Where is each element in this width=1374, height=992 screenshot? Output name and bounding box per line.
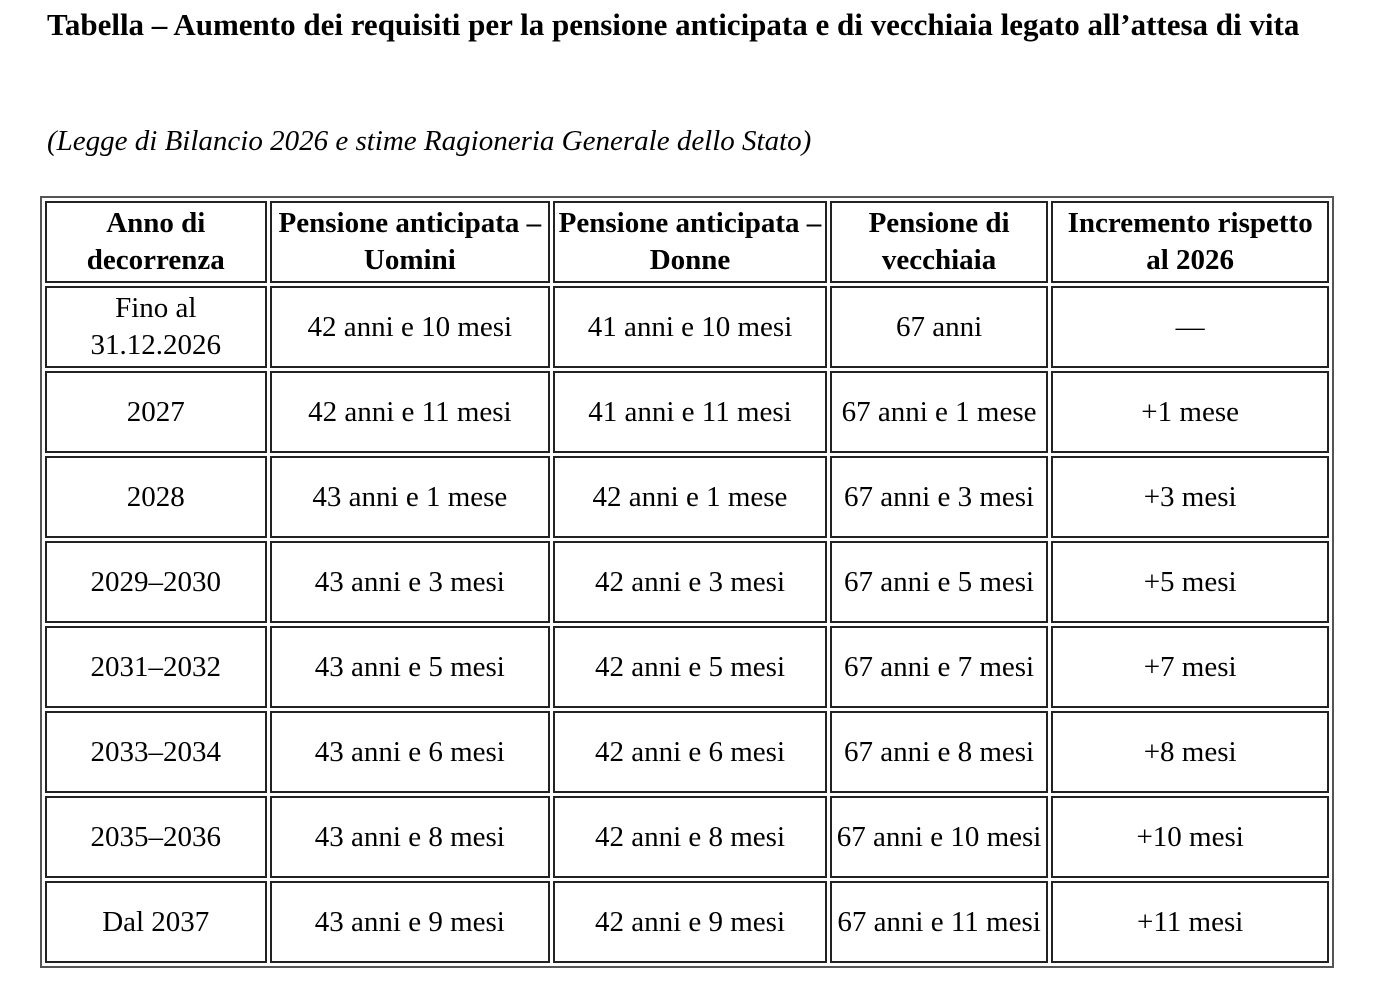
cell-vecchiaia: 67 anni e 7 mesi — [830, 626, 1049, 708]
cell-vecchiaia: 67 anni e 8 mesi — [830, 711, 1049, 793]
document-title: Tabella – Aumento dei requisiti per la pensione anticipata e di vecchiaia legato all’attesa di vita — [47, 7, 1300, 42]
cell-anno: Fino al 31.12.2026 — [45, 286, 267, 368]
cell-anno: 2027 — [45, 371, 267, 453]
table-row — [45, 711, 1329, 793]
cell-incremento: +7 mesi — [1051, 626, 1329, 708]
cell-vecchiaia: 67 anni e 1 mese — [830, 371, 1049, 453]
cell-vecchiaia: 67 anni — [830, 286, 1049, 368]
cell-incremento: +11 mesi — [1051, 881, 1329, 963]
cell-anno: 2031–2032 — [45, 626, 267, 708]
cell-anticipata-donne: 41 anni e 11 mesi — [553, 371, 827, 453]
requirements-table — [42, 198, 1332, 966]
cell-anticipata-donne: 42 anni e 8 mesi — [553, 796, 827, 878]
header-anno: Anno di decorrenza — [45, 201, 267, 283]
requirements-table-frame — [40, 196, 1334, 968]
cell-anticipata-donne: 42 anni e 1 mese — [553, 456, 827, 538]
cell-anticipata-uomini: 43 anni e 3 mesi — [270, 541, 551, 623]
cell-incremento: +5 mesi — [1051, 541, 1329, 623]
table-row — [45, 796, 1329, 878]
cell-anticipata-uomini: 42 anni e 10 mesi — [270, 286, 551, 368]
cell-incremento: +10 mesi — [1051, 796, 1329, 878]
cell-incremento: +3 mesi — [1051, 456, 1329, 538]
cell-incremento: +8 mesi — [1051, 711, 1329, 793]
cell-anno: 2035–2036 — [45, 796, 267, 878]
header-anticipata-donne: Pensione anticipata – Donne — [553, 201, 827, 283]
header-incremento: Incremento rispetto al 2026 — [1051, 201, 1329, 283]
cell-incremento: — — [1051, 286, 1329, 368]
cell-anticipata-uomini: 43 anni e 1 mese — [270, 456, 551, 538]
table-row — [45, 541, 1329, 623]
cell-anno: Dal 2037 — [45, 881, 267, 963]
cell-anticipata-uomini: 43 anni e 9 mesi — [270, 881, 551, 963]
cell-anno: 2029–2030 — [45, 541, 267, 623]
table-row — [45, 881, 1329, 963]
cell-vecchiaia: 67 anni e 3 mesi — [830, 456, 1049, 538]
header-vecchiaia: Pensione di vecchiaia — [830, 201, 1049, 283]
cell-anno: 2033–2034 — [45, 711, 267, 793]
cell-anticipata-uomini: 43 anni e 5 mesi — [270, 626, 551, 708]
cell-anticipata-donne: 41 anni e 10 mesi — [553, 286, 827, 368]
cell-anticipata-uomini: 42 anni e 11 mesi — [270, 371, 551, 453]
table-row — [45, 456, 1329, 538]
cell-anticipata-donne: 42 anni e 3 mesi — [553, 541, 827, 623]
table-row — [45, 286, 1329, 368]
cell-vecchiaia: 67 anni e 5 mesi — [830, 541, 1049, 623]
table-header-row — [45, 201, 1329, 283]
cell-anticipata-donne: 42 anni e 6 mesi — [553, 711, 827, 793]
cell-anno: 2028 — [45, 456, 267, 538]
cell-incremento: +1 mese — [1051, 371, 1329, 453]
cell-anticipata-uomini: 43 anni e 6 mesi — [270, 711, 551, 793]
cell-vecchiaia: 67 anni e 11 mesi — [830, 881, 1049, 963]
table-row — [45, 371, 1329, 453]
cell-anticipata-uomini: 43 anni e 8 mesi — [270, 796, 551, 878]
cell-anticipata-donne: 42 anni e 5 mesi — [553, 626, 827, 708]
cell-vecchiaia: 67 anni e 10 mesi — [830, 796, 1049, 878]
header-anticipata-uomini: Pensione anticipata – Uomini — [270, 201, 551, 283]
document-subtitle: (Legge di Bilancio 2026 e stime Ragioneria Generale dello Stato) — [47, 125, 812, 157]
cell-anticipata-donne: 42 anni e 9 mesi — [553, 881, 827, 963]
table-row — [45, 626, 1329, 708]
